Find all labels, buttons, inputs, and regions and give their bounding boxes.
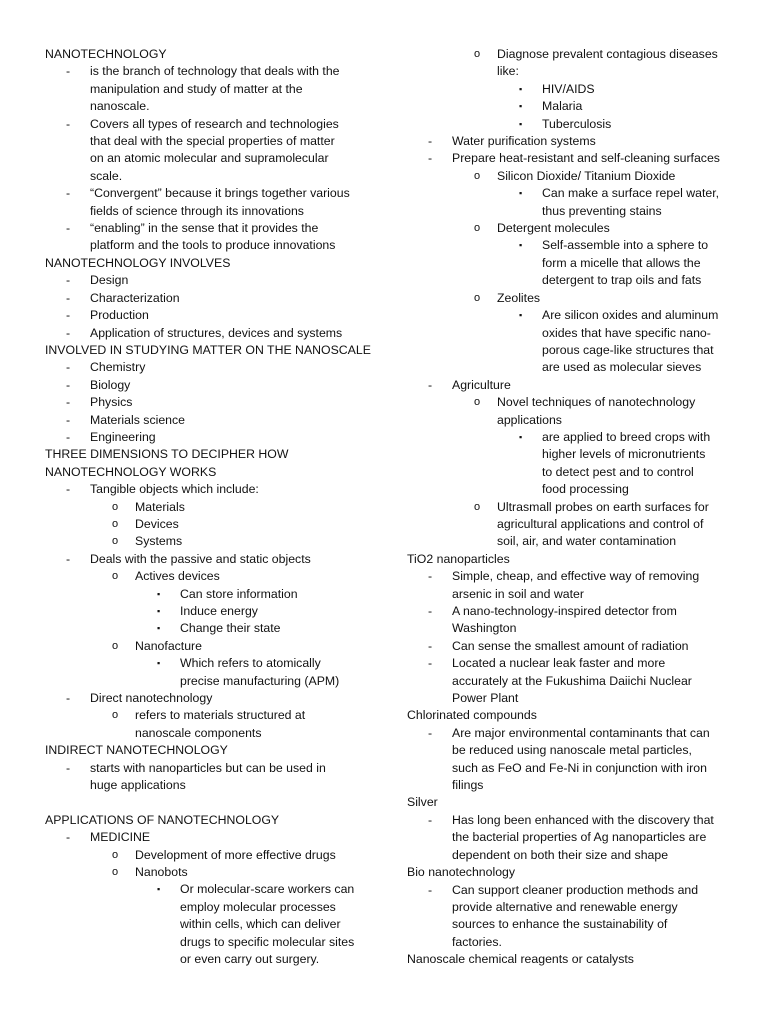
list-item-text: Are major environmental contaminants that can	[452, 725, 710, 740]
circle-bullet-icon: o	[112, 517, 119, 530]
section-heading: INDIRECT NANOTECHNOLOGY	[45, 743, 228, 758]
dash-bullet-icon: -	[66, 482, 71, 497]
list-item-text: agricultural applications and control of	[497, 516, 704, 531]
list-item-text: Induce energy	[180, 604, 258, 618]
list-item-text: Deals with the passive and static objects	[90, 551, 311, 566]
circle-bullet-icon: o	[474, 48, 481, 60]
list-item-text: Nanofacture	[135, 638, 202, 653]
list-item-text: Self-assemble into a sphere to	[542, 238, 709, 253]
list-item-text: Silicon Dioxide/ Titanium Dioxide	[497, 168, 676, 183]
list-item-text: A nano-technology-inspired detector from	[452, 604, 677, 618]
list-item-text: dependent on both their size and shape	[452, 847, 669, 862]
square-bullet-icon: ▪	[519, 118, 523, 129]
list-item	[45, 655, 365, 690]
list-item-text: Washington	[452, 621, 517, 636]
list-item	[407, 220, 727, 237]
list-item-text: Biology	[90, 377, 131, 392]
list-item-text: detergent to trap oils and fats	[542, 273, 702, 288]
section-heading: APPLICATIONS OF NANOTECHNOLOGY	[45, 812, 280, 827]
blank-line	[45, 794, 365, 811]
list-item	[45, 707, 365, 742]
list-item-text: Engineering	[90, 429, 156, 444]
list-item-text: Characterization	[90, 290, 180, 305]
list-item-text: Physics	[90, 395, 133, 410]
dash-bullet-icon: -	[66, 64, 71, 79]
list-item	[45, 394, 365, 411]
square-bullet-icon: ▪	[157, 623, 161, 634]
square-bullet-icon: ▪	[157, 884, 161, 895]
list-item-text: be reduced using nanoscale metal particles,	[452, 743, 692, 758]
list-item-text: sources to enhance the sustainability of	[452, 917, 668, 932]
dash-bullet-icon: -	[66, 830, 71, 845]
dash-bullet-icon: -	[428, 151, 433, 166]
dash-bullet-icon: -	[66, 290, 71, 305]
list-item-text: that deal with the special properties of matter	[90, 134, 335, 149]
list-item-text: like:	[497, 64, 519, 79]
list-item-text: accurately at the Fukushima Daiichi Nuclear	[452, 673, 692, 688]
list-item-text: Zeolites	[497, 290, 541, 305]
list-item	[407, 568, 727, 603]
list-item	[45, 864, 365, 881]
list-item	[45, 638, 365, 655]
list-item	[45, 760, 365, 795]
list-item	[407, 290, 727, 307]
list-item-text: Agriculture	[452, 377, 511, 392]
list-item	[45, 516, 365, 533]
right-column	[407, 46, 727, 969]
dash-bullet-icon: -	[66, 377, 71, 392]
circle-bullet-icon: o	[112, 848, 119, 861]
list-item-text: Application of structures, devices and systems	[90, 325, 343, 340]
dash-bullet-icon: -	[428, 882, 433, 897]
circle-bullet-icon: o	[474, 222, 481, 235]
square-bullet-icon: ▪	[157, 588, 161, 599]
list-item-text: Direct nanotechnology	[90, 691, 213, 706]
list-item-text: filings	[452, 778, 484, 793]
list-item-text: Simple, cheap, and effective way of removing	[452, 569, 700, 584]
list-item-text: nanoscale components	[135, 725, 262, 740]
square-bullet-icon: ▪	[519, 431, 523, 442]
list-item	[407, 133, 727, 150]
list-item-text: soil, air, and water contamination	[497, 534, 677, 549]
list-item	[45, 272, 365, 289]
list-item-text: to detect pest and to control	[542, 464, 694, 479]
dash-bullet-icon: -	[428, 569, 433, 584]
dash-bullet-icon: -	[66, 116, 71, 131]
list-item-text: Production	[90, 308, 149, 323]
list-item-text: MEDICINE	[90, 830, 151, 845]
list-item-text: arsenic in soil and water	[452, 586, 584, 601]
list-item	[45, 220, 365, 255]
list-item	[45, 359, 365, 376]
list-item	[407, 98, 727, 115]
dash-bullet-icon: -	[428, 725, 433, 740]
square-bullet-icon: ▪	[157, 606, 161, 616]
list-item	[407, 116, 727, 133]
list-item-text: Prepare heat-resistant and self-cleaning surfaces	[452, 151, 720, 166]
list-item	[407, 603, 727, 638]
list-item-text: Can sense the smallest amount of radiation	[452, 638, 689, 653]
circle-bullet-icon: o	[112, 535, 119, 548]
list-item-text: Devices	[135, 516, 179, 531]
list-item-text: Which refers to atomically	[180, 656, 321, 671]
dash-bullet-icon: -	[66, 273, 71, 288]
list-item	[45, 586, 365, 603]
list-item-text: Systems	[135, 534, 183, 549]
dash-bullet-icon: -	[428, 656, 433, 671]
list-item-text: HIV/AIDS	[542, 81, 595, 96]
list-item-text: employ molecular processes	[180, 899, 336, 914]
section-heading: NANOTECHNOLOGY	[45, 47, 167, 61]
list-item-text: Are silicon oxides and aluminum	[542, 308, 719, 323]
list-item	[407, 307, 727, 377]
dash-bullet-icon: -	[66, 308, 71, 323]
dash-bullet-icon: -	[66, 395, 71, 410]
list-item	[45, 412, 365, 429]
list-item	[45, 881, 365, 968]
list-item-text: Detergent molecules	[497, 221, 610, 236]
dash-bullet-icon: -	[66, 691, 71, 706]
square-bullet-icon: ▪	[519, 188, 523, 199]
list-item-text: Covers all types of research and technologies	[90, 116, 339, 131]
list-item	[45, 481, 365, 498]
dash-bullet-icon: -	[428, 638, 433, 653]
list-item-text: Nanobots	[135, 865, 188, 880]
list-item	[407, 499, 727, 551]
list-item-text: or even carry out surgery.	[180, 952, 320, 967]
square-bullet-icon: ▪	[519, 83, 523, 94]
list-item-text: within cells, which can deliver	[180, 917, 341, 932]
list-item-text: on an atomic molecular and supramolecular	[90, 151, 329, 166]
list-item-text: fields of science through its innovations	[90, 203, 304, 218]
list-item-text: Chemistry	[90, 360, 146, 375]
list-item-text: Can support cleaner production methods and	[452, 882, 699, 897]
list-item-text: such as FeO and Fe-Ni in conjunction with iron	[452, 760, 707, 775]
list-item	[45, 690, 365, 707]
list-item	[45, 290, 365, 307]
list-item-text: is the branch of technology that deals with the	[90, 64, 340, 79]
circle-bullet-icon: o	[112, 500, 119, 513]
section-heading: NANOTECHNOLOGY WORKS	[45, 464, 217, 479]
list-item	[407, 168, 727, 185]
list-item	[407, 377, 727, 394]
list-item-text: manipulation and study of matter at the	[90, 81, 303, 96]
list-item-text: Actives devices	[135, 569, 220, 584]
list-item	[45, 620, 365, 637]
list-item	[407, 429, 727, 499]
list-item	[407, 655, 727, 707]
circle-bullet-icon: o	[474, 500, 481, 513]
list-item-text: thus preventing stains	[542, 203, 662, 218]
list-item	[45, 533, 365, 550]
list-item-text: “enabling” in the sense that it provides the	[90, 221, 319, 236]
list-item-text: drugs to specific molecular sites	[180, 934, 355, 949]
list-item	[407, 725, 727, 795]
section-heading: THREE DIMENSIONS TO DECIPHER HOW	[45, 447, 289, 462]
list-item-text: Change their state	[180, 621, 281, 636]
section-heading: Nanoscale chemical reagents or catalysts	[407, 952, 634, 967]
list-item	[407, 812, 727, 864]
section-heading: Silver	[407, 795, 438, 810]
list-item-text: are used as molecular sieves	[542, 360, 702, 375]
list-item-text: starts with nanoparticles but can be used in	[90, 760, 326, 775]
dash-bullet-icon: -	[428, 812, 433, 827]
section-heading: Bio nanotechnology	[407, 865, 516, 880]
list-item	[45, 603, 365, 620]
list-item-text: form a micelle that allows the	[542, 255, 701, 270]
list-item	[45, 307, 365, 324]
dash-bullet-icon: -	[66, 429, 71, 444]
list-item	[45, 377, 365, 394]
dash-bullet-icon: -	[66, 186, 71, 201]
list-item-text: Tangible objects which include:	[90, 482, 259, 497]
dash-bullet-icon: -	[66, 325, 71, 340]
circle-bullet-icon: o	[474, 396, 481, 409]
list-item-text: the bacterial properties of Ag nanoparticles are	[452, 830, 707, 845]
list-item	[45, 185, 365, 220]
dash-bullet-icon: -	[66, 412, 71, 427]
list-item	[45, 829, 365, 846]
list-item	[45, 499, 365, 516]
list-item	[407, 394, 727, 429]
list-item	[407, 46, 727, 81]
list-item-text: refers to materials structured at	[135, 708, 306, 723]
section-heading: Chlorinated compounds	[407, 708, 537, 723]
list-item-text: applications	[497, 412, 562, 427]
dash-bullet-icon: -	[428, 604, 433, 618]
list-item-text: Has long been enhanced with the discovery that	[452, 812, 714, 827]
list-item-text: Materials science	[90, 412, 185, 427]
list-item-text: scale.	[90, 168, 123, 183]
list-item-text: precise manufacturing (APM)	[180, 673, 340, 688]
section-heading: NANOTECHNOLOGY INVOLVES	[45, 255, 231, 270]
left-column	[45, 46, 371, 969]
circle-bullet-icon: o	[474, 291, 481, 304]
list-item	[407, 882, 727, 952]
list-item	[45, 568, 365, 585]
list-item-text: Water purification systems	[452, 134, 596, 149]
list-item	[45, 429, 365, 446]
list-item	[407, 185, 727, 220]
list-item-text: Located a nuclear leak faster and more	[452, 656, 666, 671]
list-item-text: Malaria	[542, 99, 583, 114]
list-item-text: factories.	[452, 934, 502, 949]
list-item	[45, 847, 365, 864]
list-item-text: are applied to breed crops with	[542, 429, 711, 444]
section-heading: INVOLVED IN STUDYING MATTER ON THE NANOSCALE	[45, 342, 371, 357]
dash-bullet-icon: -	[66, 221, 71, 236]
dash-bullet-icon: -	[66, 760, 71, 775]
list-item	[45, 325, 365, 342]
dash-bullet-icon: -	[428, 377, 433, 392]
circle-bullet-icon: o	[474, 169, 481, 182]
list-item-text: Diagnose prevalent contagious diseases	[497, 47, 718, 61]
list-item-text: Can make a surface repel water,	[542, 186, 720, 201]
list-item	[407, 81, 727, 98]
square-bullet-icon: ▪	[519, 240, 523, 251]
list-item-text: huge applications	[90, 778, 186, 793]
list-item-text: Novel techniques of nanotechnology	[497, 395, 696, 410]
list-item-text: provide alternative and renewable energy	[452, 899, 678, 914]
list-item-text: porous cage-like structures that	[542, 342, 714, 357]
list-item-text: Design	[90, 273, 129, 288]
list-item	[45, 63, 365, 115]
list-item-text: higher levels of micronutrients	[542, 447, 706, 462]
list-item-text: Can store information	[180, 586, 298, 601]
list-item-text: Ultrasmall probes on earth surfaces for	[497, 499, 709, 514]
list-item	[45, 116, 365, 186]
dash-bullet-icon: -	[66, 360, 71, 375]
list-item	[407, 150, 727, 167]
section-heading: TiO2 nanoparticles	[407, 551, 510, 566]
dash-bullet-icon: -	[428, 134, 433, 149]
square-bullet-icon: ▪	[519, 310, 523, 321]
list-item	[407, 638, 727, 655]
list-item-text: Power Plant	[452, 691, 519, 706]
list-item-text: Development of more effective drugs	[135, 847, 336, 862]
list-item-text: Materials	[135, 499, 185, 514]
list-item-text: “Convergent” because it brings together various	[90, 186, 350, 201]
list-item-text: Tuberculosis	[542, 116, 612, 131]
list-item-text: Or molecular-scare workers can	[180, 882, 355, 897]
square-bullet-icon: ▪	[157, 658, 161, 669]
circle-bullet-icon: o	[112, 570, 119, 583]
circle-bullet-icon: o	[112, 709, 119, 722]
list-item	[407, 237, 727, 289]
circle-bullet-icon: o	[112, 639, 119, 652]
list-item-text: nanoscale.	[90, 99, 150, 114]
square-bullet-icon: ▪	[519, 101, 523, 112]
list-item-text: food processing	[542, 482, 629, 497]
dash-bullet-icon: -	[66, 551, 71, 566]
list-item-text: oxides that have specific nano-	[542, 325, 711, 340]
circle-bullet-icon: o	[112, 866, 119, 879]
list-item	[45, 551, 365, 568]
list-item-text: platform and the tools to produce innovations	[90, 238, 336, 253]
